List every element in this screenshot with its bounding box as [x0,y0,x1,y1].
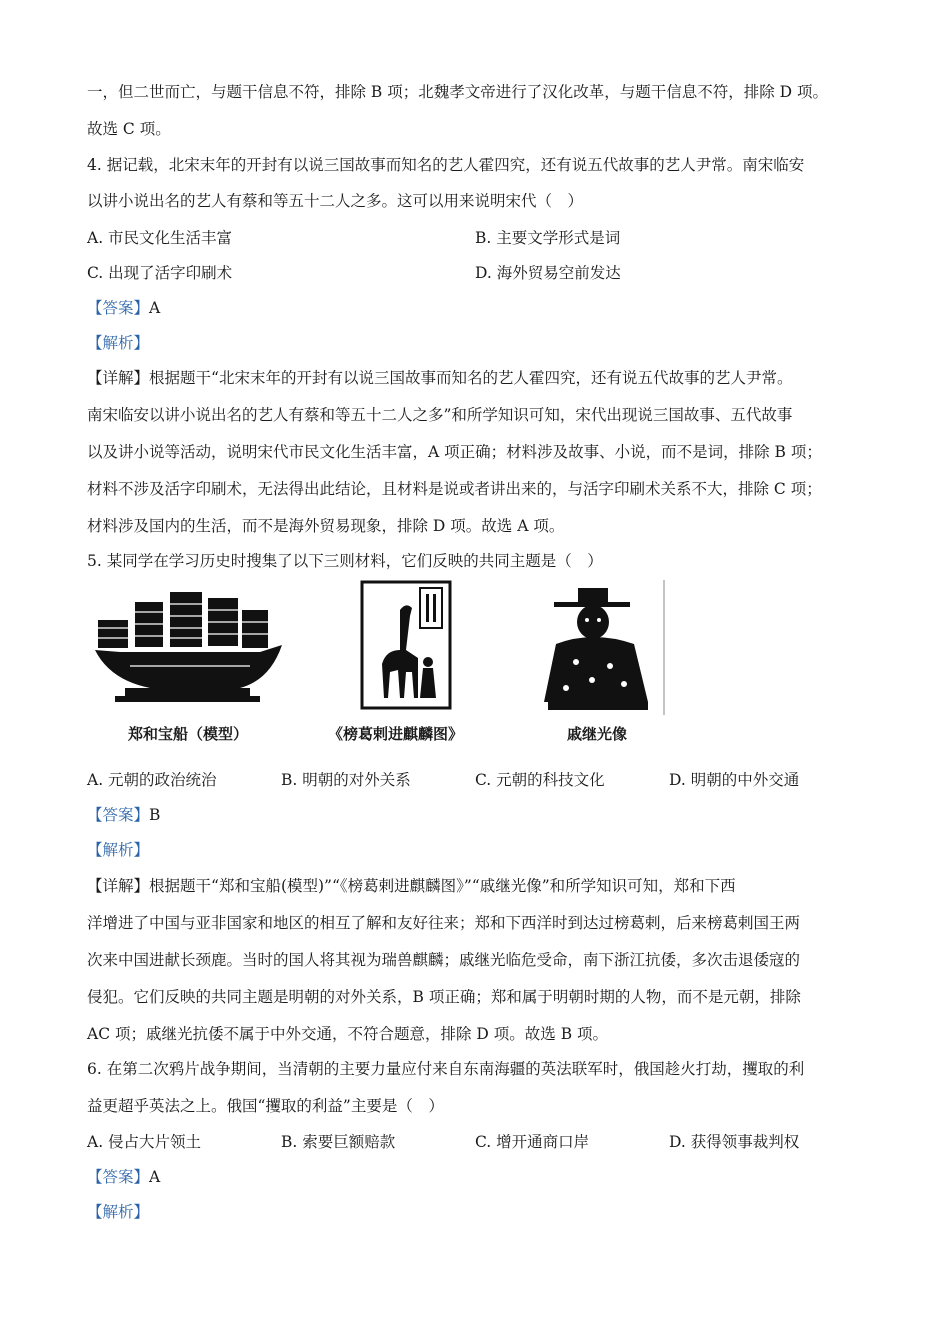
detail-text: 洋增进了中国与亚非国家和地区的相互了解和友好往来；郑和下西洋时到达过榜葛剌，后来榜葛剌国王两 [87,914,801,932]
q6-option-a: A. 侵占大片领土 [87,1133,202,1151]
text-line: 一，但二世而亡，与题干信息不符，排除 B 项；北魏孝文帝进行了汉化改革，与题干信息不符，排除 D 项。 [87,83,829,101]
q4-option-c: C. 出现了活字印刷术 [87,264,233,282]
detail-tag: 【详解】 [87,877,150,895]
figure-caption: 郑和宝船（模型） [128,725,249,743]
q6-option-c: C. 增开通商口岸 [475,1133,590,1151]
question-4-stem: 以讲小说出名的艺人有蔡和等五十二人之多。这可以用来说明宋代（ ） [87,192,584,210]
q5-option-d: D. 明朝的中外交通 [669,771,800,789]
question-6-stem: 益更超乎英法之上。俄国“攫取的利益”主要是（ ） [87,1097,444,1115]
detail-text: 侵犯。它们反映的共同主题是明朝的对外关系，B 项正确；郑和属于明朝时期的人物，而不是元朝，排除 [87,988,801,1006]
portrait-image [538,580,666,715]
q4-option-d: D. 海外贸易空前发达 [475,264,621,282]
detail-text: AC 项；戚继光抗倭不属于中外交通，不符合题意，排除 D 项。故选 B 项。 [87,1025,609,1043]
q5-option-c: C. 元朝的科技文化 [475,771,605,789]
detail-text: 以及讲小说等活动，说明宋代市民文化生活丰富，A 项正确；材料涉及故事、小说，而不是词，排除 B 项； [87,443,822,461]
detail-text: 根据题干“郑和宝船(模型)”“《榜葛剌进麒麟图》”“戚继光像”和所学知识可知，郑和下西 [149,877,736,895]
q6-option-b: B. 索要巨额赔款 [281,1133,396,1151]
detail-text: 材料涉及国内的生活，而不是海外贸易现象，排除 D 项。故选 A 项。 [87,517,565,535]
q4-answer [87,298,160,318]
q6-option-d: D. 获得领事裁判权 [669,1133,800,1151]
q4-detail [87,368,792,388]
q5-option-b: B. 明朝的对外关系 [281,771,411,789]
question-6-stem: 6. 在第二次鸦片战争期间，当清朝的主要力量应付来自东南海疆的英法联军时，俄国趁火打劫，攫取的利 [87,1060,805,1078]
answer-value: A [149,1168,161,1186]
q5-detail [87,876,736,896]
analysis-tag: 【解析】 [87,334,150,352]
answer-value: A [149,299,161,317]
detail-text: 次来中国进献长颈鹿。当时的国人将其视为瑞兽麒麟；戚继光临危受命，南下浙江抗倭，多次击退倭寇的 [87,951,801,969]
treasure-ship-image [90,580,285,710]
q5-answer [87,805,160,825]
answer-tag: 【答案】 [87,1168,150,1186]
answer-value: B [149,806,161,824]
detail-text: 根据题干“北宋末年的开封有以说三国故事而知名的艺人霍四究，还有说五代故事的艺人尹常。 [149,369,793,387]
q4-option-a: A. 市民文化生活丰富 [87,229,233,247]
answer-tag: 【答案】 [87,806,150,824]
question-4-stem: 4. 据记载，北宋末年的开封有以说三国故事而知名的艺人霍四究，还有说五代故事的艺人尹常。南宋临安 [87,156,805,174]
question-5-stem: 5. 某同学在学习历史时搜集了以下三则材料，它们反映的共同主题是（ ） [87,552,603,570]
analysis-tag: 【解析】 [87,841,150,859]
answer-tag: 【答案】 [87,299,150,317]
q5-option-a: A. 元朝的政治统治 [87,771,217,789]
figure-caption: 戚继光像 [567,725,628,743]
detail-tag: 【详解】 [87,369,150,387]
q4-option-b: B. 主要文学形式是词 [475,229,621,247]
figure-caption: 《榜葛剌进麒麟图》 [328,725,464,743]
detail-text: 南宋临安以讲小说出名的艺人有蔡和等五十二人之多”和所学知识可知，宋代出现说三国故事、五代故事 [87,406,793,424]
detail-text: 材料不涉及活字印刷术，无法得出此结论，且材料是说或者讲出来的，与活字印刷术关系不大，排除 C 项； [87,480,822,498]
q6-answer [87,1167,160,1187]
analysis-tag: 【解析】 [87,1203,150,1221]
text-line: 故选 C 项。 [87,120,171,138]
giraffe-painting-image [360,580,452,710]
